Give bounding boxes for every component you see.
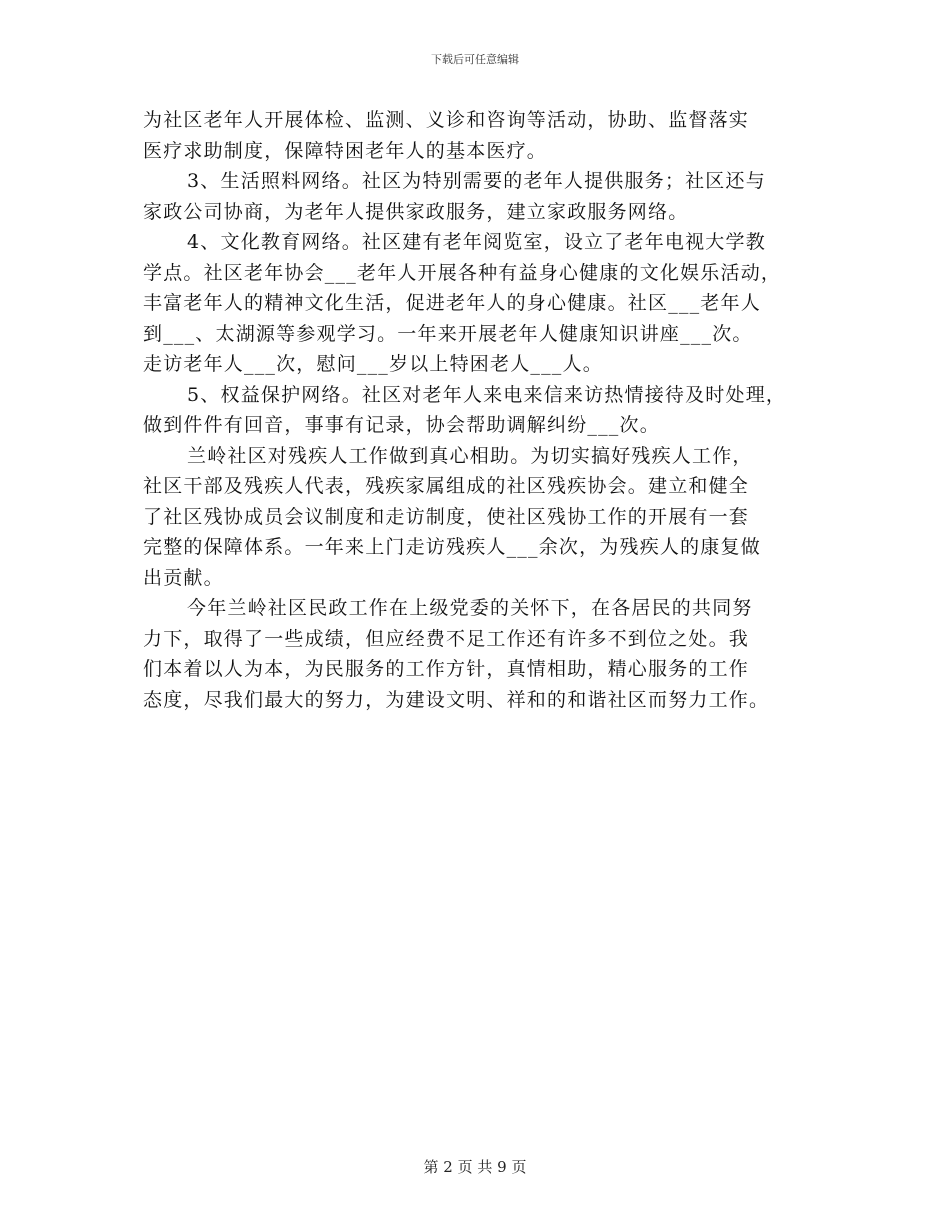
- text-line: 家政公司协商，为老年人提供家政服务，建立家政服务网络。: [143, 200, 689, 223]
- text-line: 丰富老年人的精神文化生活，促进老年人的身心健康。社区___老年人: [143, 292, 761, 314]
- text-line: 完整的保障体系。一年来上门走访残疾人___余次，为残疾人的康复做: [143, 536, 761, 558]
- text-line: 走访老年人___次，慰问___岁以上特困老人___人。: [143, 353, 603, 375]
- text-line: 到___、太湖源等参观学习。一年来开展老年人健康知识讲座___次。: [143, 322, 753, 345]
- page-header: 下载后可任意编辑: [431, 53, 519, 66]
- text-line: 做到件件有回音，事事有记录，协会帮助调解纠纷___次。: [143, 414, 660, 436]
- text-line: 态度，尽我们最大的努力，为建设文明、祥和的和谐社区而努力工作。: [143, 688, 770, 711]
- text-line: 为社区老年人开展体检、监测、义诊和咨询等活动，协助、监督落实: [143, 109, 750, 131]
- text-line: 5、权益保护网络。社区对老年人来电来信来访热情接待及时处理，: [187, 383, 787, 406]
- text-line: 们本着以人为本，为民服务的工作方针，真情相助，精心服务的工作: [143, 658, 750, 680]
- text-line: 学点。社区老年协会___老年人开展各种有益身心健康的文化娱乐活动，: [143, 261, 782, 284]
- text-line: 出贡献。: [143, 566, 224, 589]
- text-line: 4、文化教育网络。社区建有老年阅览室，设立了老年电视大学教: [187, 231, 766, 253]
- text-line: 3、生活照料网络。社区为特别需要的老年人提供服务；社区还与: [187, 170, 766, 192]
- text-line: 力下，取得了一些成绩，但应经费不足工作还有许多不到位之处。我: [143, 627, 750, 650]
- text-line: 今年兰岭社区民政工作在上级党委的关怀下，在各居民的共同努: [187, 597, 753, 619]
- page-footer: 第 2 页 共 9 页: [423, 1158, 527, 1176]
- text-line: 了社区残协成员会议制度和走访制度，使社区残协工作的开展有一套: [143, 505, 750, 528]
- text-line: 医疗求助制度，保障特困老年人的基本医疗。: [143, 139, 548, 162]
- text-line: 兰岭社区对残疾人工作做到真心相助。为切实搞好残疾人工作，: [187, 444, 753, 467]
- document-body: [143, 105, 808, 715]
- text-line: 社区干部及残疾人代表，残疾家属组成的社区残疾协会。建立和健全: [143, 475, 750, 497]
